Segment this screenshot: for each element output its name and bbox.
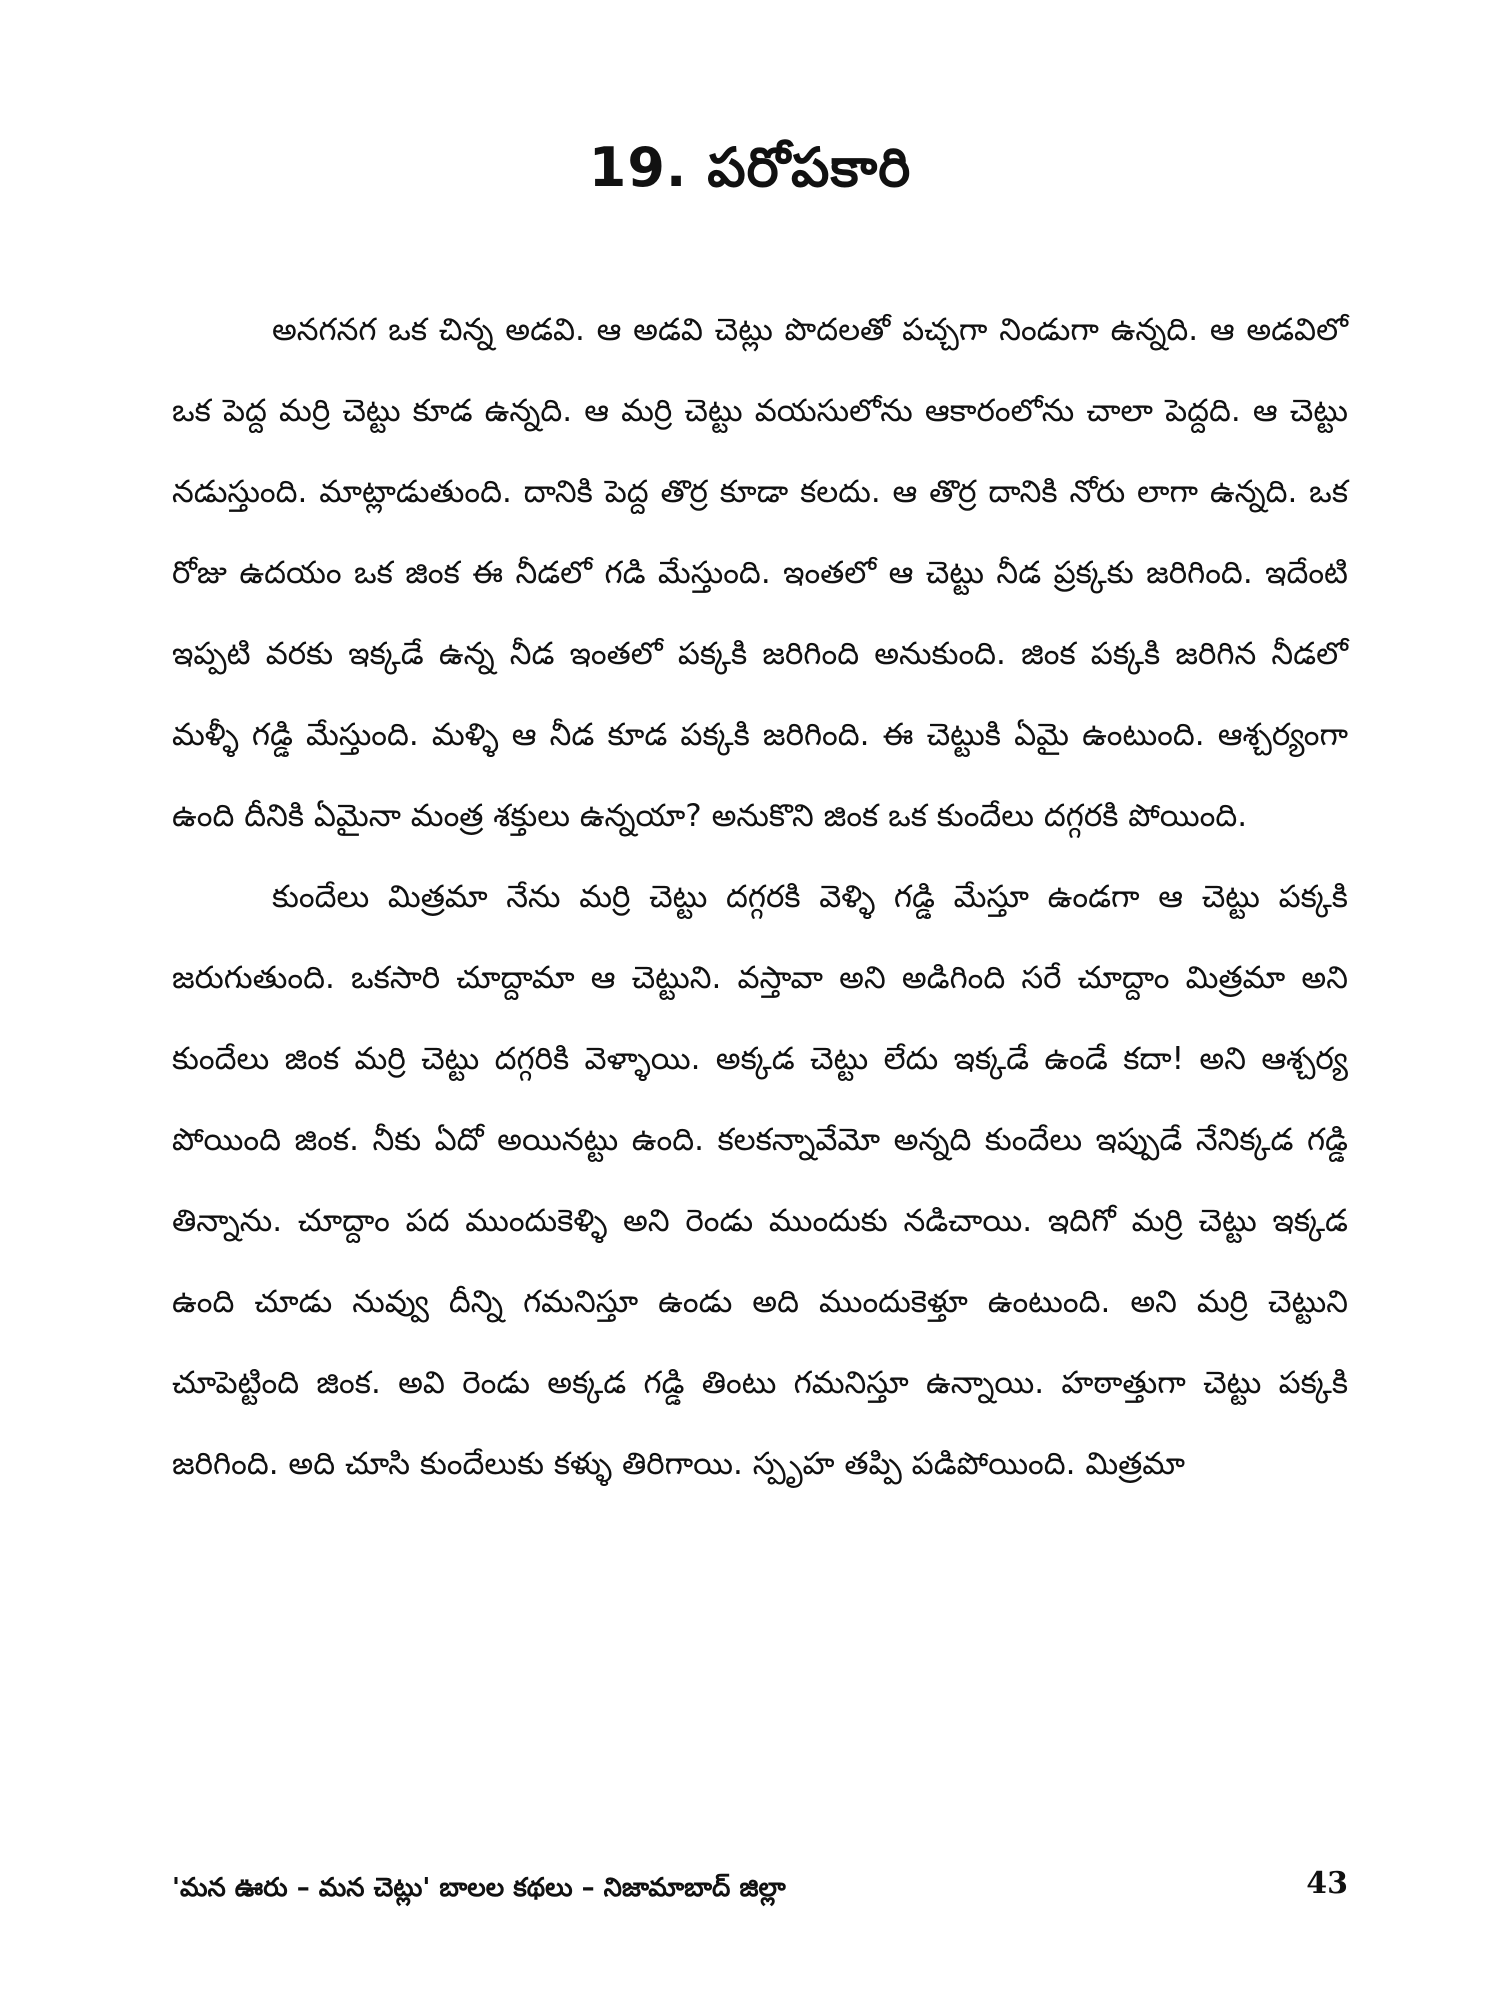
page-footer: [172, 1862, 1348, 1912]
footer-book-title: 'మన ఊరు – మన చెట్లు' బాలల కథలు – నిజామాబాద్ జిల్లా: [172, 1873, 786, 1903]
story-paragraph-2: కుందేలు మిత్రమా నేను మర్రి చెట్టు దగ్గరకి వెళ్ళి గడ్డి మేస్తూ ఉండగా ఆ చెట్టు పక్కకి జరుగుతుంది. ఒకసారి చూద్దామా ఆ చెట్టుని. వస్తావా అని అడిగింది సరే చూద్దాం మిత్రమా అని కుందేలు జింక మర్రి చెట్టు దగ్గరికి వెళ్ళాయి. అక్కడ చెట్టు లేదు ఇక్కడే ఉండే కదా! అని ఆశ్చర్య పోయింది జింక. నీకు ఏదో అయినట్టు ఉంది. కలకన్నావేమో అన్నది కుందేలు ఇప్పుడే నేనిక్కడ గడ్డి తిన్నాను. చూద్దాం పద ముందుకెళ్ళి అని రెండు ముందుకు నడిచాయి. ఇదిగో మర్రి చెట్టు ఇక్కడ ఉంది చూడు నువ్వు దీన్ని గమనిస్తూ ఉండు అది ముందుకెళ్తూ ఉంటుంది. అని మర్రి చెట్టుని చూపెట్టింది జింక. అవి రెండు అక్కడ గడ్డి తింటు గమనిస్తూ ఉన్నాయి. హఠాత్తుగా చెట్టు పక్కకి జరిగింది. అది చూసి కుందేలుకు కళ్ళు తిరిగాయి. స్పృహ తప్పి పడిపోయింది. మిత్రమా: [172, 879, 1349, 1482]
story-paragraph-1: అనగనగ ఒక చిన్న అడవి. ఆ అడవి చెట్లు పొదలతో పచ్చగా నిండుగా ఉన్నది. ఆ అడవిలో ఒక పెద్ద మర్రి చెట్టు కూడ ఉన్నది. ఆ మర్రి చెట్టు వయసులోను ఆకారంలోను చాలా పెద్దది. ఆ చెట్టు నడుస్తుంది. మాట్లాడుతుంది. దానికి పెద్ద తొర్ర కూడా కలదు. ఆ తొర్ర దానికి నోరు లాగా ఉన్నది. ఒక రోజు ఉదయం ఒక జింక ఈ నీడలో గడి మేస్తుంది. ఇంతలో ఆ చెట్టు నీడ ప్రక్కకు జరిగింది. ఇదేంటి ఇప్పటి వరకు ఇక్కడే ఉన్న నీడ ఇంతలో పక్కకి జరిగింది అనుకుంది. జింక పక్కకి జరిగిన నీడలో మళ్ళీ గడ్డి మేస్తుంది. మళ్ళి ఆ నీడ కూడ పక్కకి జరిగింది. ఈ చెట్టుకి ఏమై ఉంటుంది. ఆశ్చర్యంగా ఉంది దీనికి ఏమైనా మంత్ర శక్తులు ఉన్నయా? అనుకొని జింక ఒక కుందేలు దగ్గరకి పోయింది.: [172, 312, 1348, 834]
page-number: 43: [1306, 1866, 1348, 1901]
story-title: 19. పరోపకారి: [588, 136, 912, 200]
story-body: [172, 290, 1348, 1505]
